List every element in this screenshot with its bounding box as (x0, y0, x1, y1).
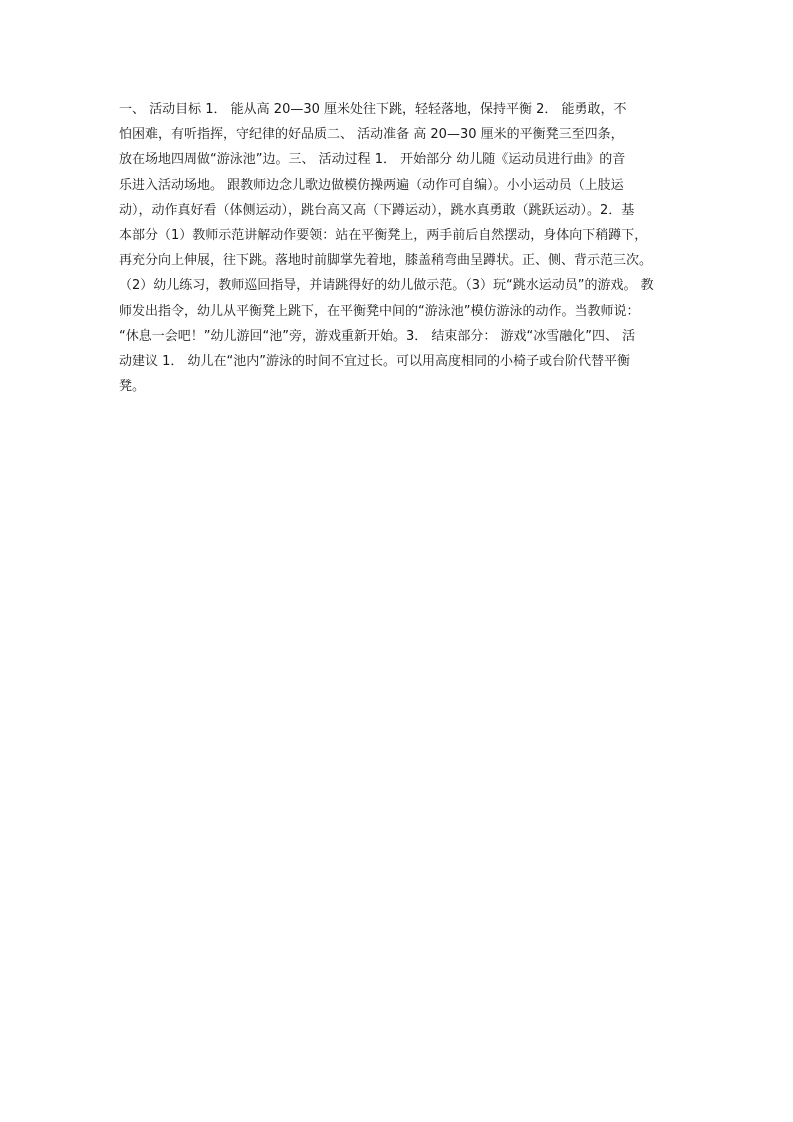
document-body-text (119, 97, 679, 399)
text-line: 动），动作真好看（体侧运动），跳台高又高（下蹲运动），跳水真勇敢（跳跃运动）。2．基 (119, 202, 635, 218)
text-line: （2）幼儿练习，教师巡回指导，并请跳得好的幼儿做示范。（3）玩“跳水运动员”的游戏。 教 (119, 278, 654, 294)
text-line: 本部分（1）教师示范讲解动作要领：站在平衡凳上，两手前后自然摆动，身体向下稍蹲下， (119, 227, 648, 243)
text-line: 再充分向上伸展，往下跳。落地时前脚掌先着地，膝盖稍弯曲呈蹲状。正、侧、背示范三次。 (119, 253, 653, 269)
text-line: 凳。 (119, 379, 146, 395)
text-line: 怕困难，有听指挥，守纪律的好品质二、 活动准备 高 20—30 厘米的平衡凳三至四条， (119, 127, 624, 143)
text-line: 一、 活动目标 1． 能从高 20—30 厘米处往下跳，轻轻落地，保持平衡 2． 能勇敢，不 (119, 102, 627, 117)
text-line: 动建议 1． 幼儿在“池内”游泳的时间不宜过长。可以用高度相同的小椅子或台阶代替平衡 (119, 353, 631, 369)
text-line: “休息一会吧！”幼儿游回“池”旁，游戏重新开始。3． 结束部分： 游戏“冰雪融化”四、 活 (119, 328, 636, 344)
text-line: 师发出指令，幼儿从平衡凳上跳下，在平衡凳中间的“游泳池”模仿游泳的动作。当教师说： (119, 303, 640, 319)
text-line: 放在场地四周做“游泳池”边。三、 活动过程 1． 开始部分 幼儿随《运动员进行曲》的音 (119, 152, 626, 168)
text-line: 乐进入活动场地。 跟教师边念儿歌边做模仿操两遍（动作可自编）。小小运动员（上肢运 (119, 177, 624, 193)
